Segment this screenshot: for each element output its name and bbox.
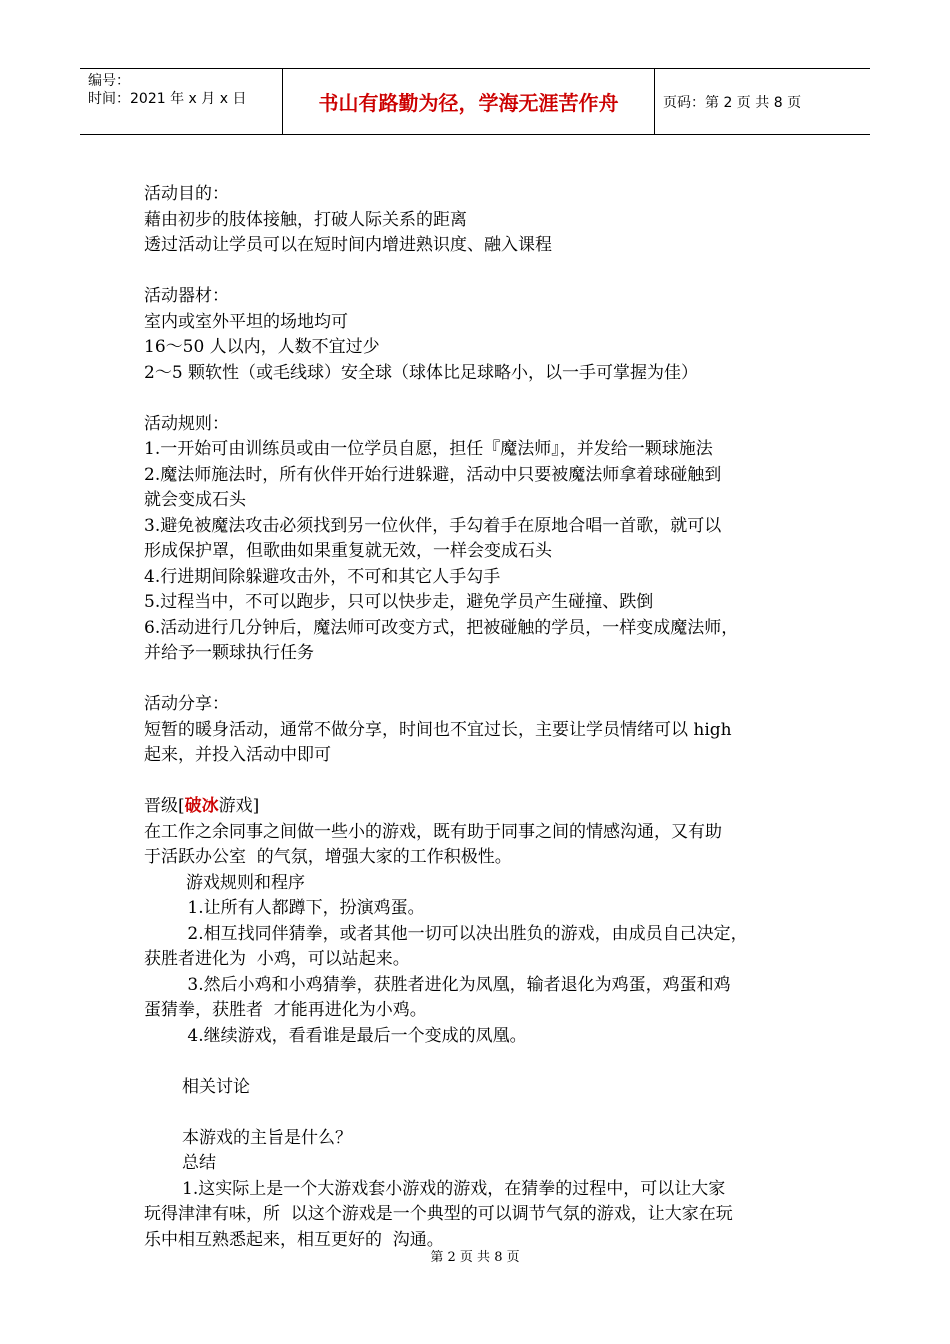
paragraph-line: 2～5 颗软性（或毛线球）安全球（球体比足球略小，以一手可掌握为佳） <box>144 362 699 383</box>
page-footer: 第 2 页 共 8 页 <box>430 1250 520 1265</box>
header-meta <box>80 69 283 134</box>
paragraph-line: 16～50 人以内，人数不宜过少 <box>144 337 380 357</box>
paragraph-line: 形成保护罩，但歌曲如果重复就无效，一样会变成石头 <box>144 541 552 561</box>
title-highlight: 破冰 <box>184 796 219 816</box>
section-title-rules: 活动规则： <box>144 413 229 434</box>
step-line: 3.然后小鸡和小鸡猜拳，获胜者进化为凤凰，输者退化为鸡蛋，鸡蛋和鸡 <box>182 974 731 995</box>
paragraph-line: 2.魔法师施法时，所有伙伴开始行进躲避，活动中只要被魔法师拿着球碰触到 <box>144 464 722 485</box>
paragraph-line: 起来，并投入活动中即可 <box>144 745 331 765</box>
paragraph-line: 在工作之余同事之间做一些小的游戏，既有助于同事之间的情感沟通，又有助 <box>144 821 722 842</box>
step-line: 蛋猜拳，获胜者 才能再进化为小鸡。 <box>144 1000 427 1020</box>
summary-line: 玩得津津有味，所 以这个游戏是一个典型的可以调节气氛的游戏，让大家在玩 <box>144 1204 733 1224</box>
paragraph-line: 就会变成石头 <box>144 490 246 510</box>
header-motto: 书山有路勤为径，学海无涯苦作舟 <box>283 69 655 134</box>
paragraph-line: 短暂的暖身活动，通常不做分享，时间也不宜过长，主要让学员情绪可以 high <box>144 719 732 740</box>
question-line: 本游戏的主旨是什么？ <box>182 1127 352 1148</box>
summary-title: 总结 <box>182 1153 216 1173</box>
section-title-equipment: 活动器材： <box>144 286 229 306</box>
paragraph-line: 1.一开始可由训练员或由一位学员自愿，担任『魔法师』，并发给一颗球施法 <box>144 439 713 459</box>
step-line: 获胜者进化为 小鸡，可以站起来。 <box>144 949 410 969</box>
paragraph-line: 藉由初步的肢体接触，打破人际关系的距离 <box>144 209 467 230</box>
summary-line: 1.这实际上是一个大游戏套小游戏的游戏，在猜拳的过程中，可以让大家 <box>182 1178 726 1199</box>
title-prefix: 晋级[ <box>144 796 185 816</box>
paragraph-line: 并给予一颗球执行任务 <box>144 643 314 663</box>
step-line: 4.继续游戏，看看谁是最后一个变成的凤凰。 <box>182 1025 527 1046</box>
discussion-title: 相关讨论 <box>182 1076 250 1097</box>
section-title-purpose: 活动目的： <box>144 184 229 204</box>
section-title-advanced <box>144 794 804 820</box>
document-time: 时间：2021 年 x 月 x 日 <box>88 91 247 107</box>
page-header <box>80 68 870 135</box>
step-line: 2.相互找同伴猜拳，或者其他一切可以决出胜负的游戏，由成员自己决定， <box>182 923 748 944</box>
document-body <box>144 182 804 1253</box>
paragraph-line: 3.避免被魔法攻击必须找到另一位伙伴，手勾着手在原地合唱一首歌，就可以 <box>144 515 722 536</box>
section-title-sharing: 活动分享： <box>144 694 229 714</box>
summary-line: 乐中相互熟悉起来，相互更好的 沟通。 <box>144 1229 444 1250</box>
paragraph-line: 透过活动让学员可以在短时间内增进熟识度、融入课程 <box>144 235 552 255</box>
rules-subtitle: 游戏规则和程序 <box>186 872 305 893</box>
paragraph-line: 5.过程当中，不可以跑步，只可以快步走，避免学员产生碰撞、跌倒 <box>144 592 654 612</box>
document-number: 编号： <box>88 73 130 89</box>
title-suffix: 游戏] <box>218 796 260 816</box>
paragraph-line: 室内或室外平坦的场地均可 <box>144 311 348 332</box>
paragraph-line: 6.活动进行几分钟后，魔法师可改变方式，把被碰触的学员，一样变成魔法师， <box>144 617 739 638</box>
header-page-number: 页码：第 2 页 共 8 页 <box>663 94 802 111</box>
paragraph-line: 于活跃办公室 的气氛，增强大家的工作积极性。 <box>144 847 512 867</box>
paragraph-line: 4.行进期间除躲避攻击外，不可和其它人手勾手 <box>144 566 501 587</box>
step-line: 1.让所有人都蹲下，扮演鸡蛋。 <box>182 898 425 918</box>
